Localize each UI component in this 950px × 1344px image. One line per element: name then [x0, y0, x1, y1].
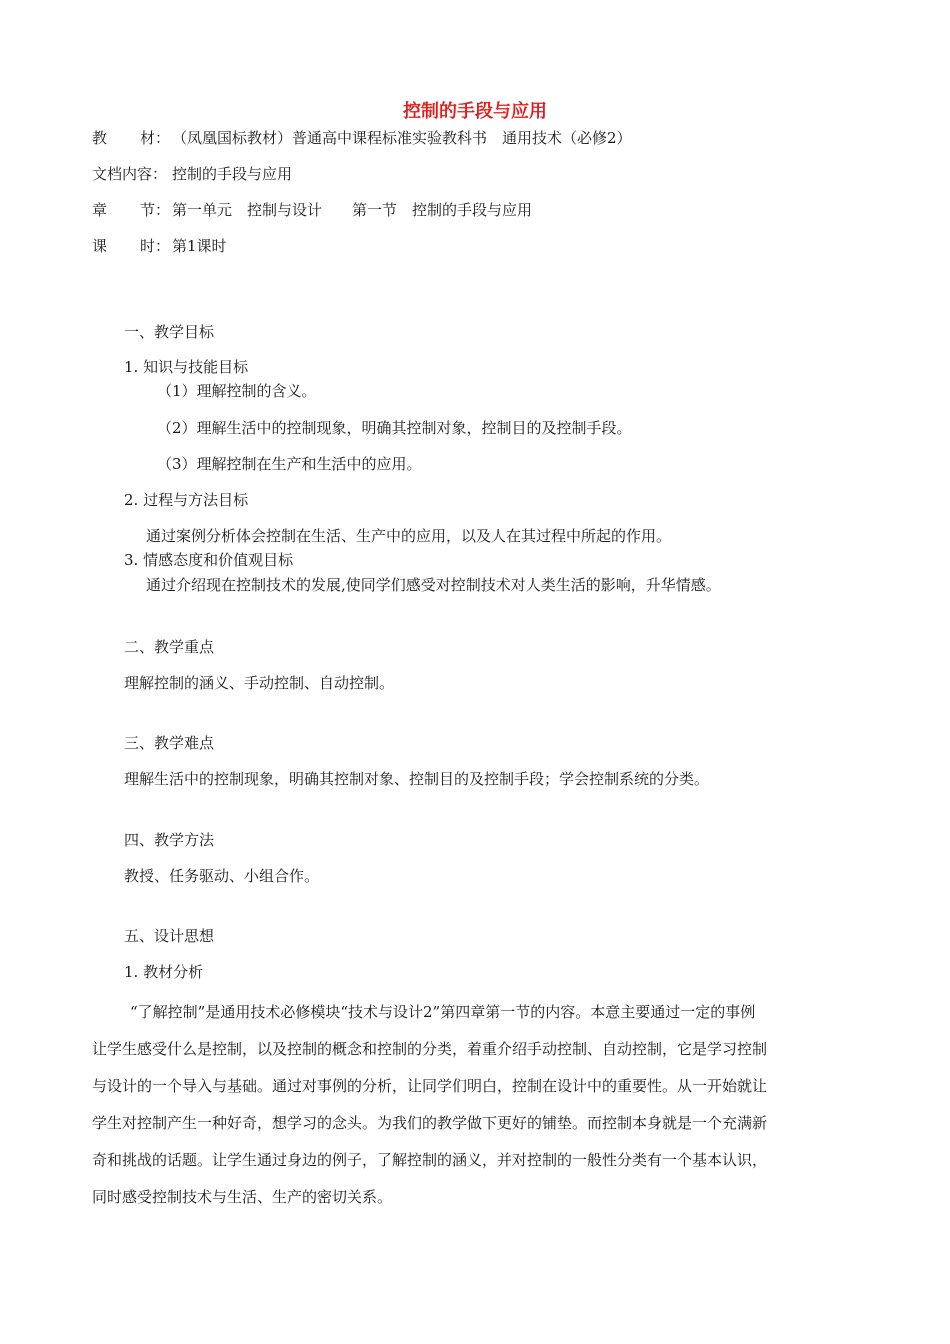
meta-label: 章: [92, 201, 108, 219]
meta-value: （凤凰国标教材）普通高中课程标准实验教科书 通用技术（必修2）: [172, 129, 632, 147]
meta-chapter: [92, 200, 532, 220]
meta-label: 节：: [140, 201, 171, 219]
meta-label: 文档内容：: [92, 165, 168, 183]
meta-value: 第一单元 控制与设计 第一节 控制的手段与应用: [172, 201, 533, 219]
difficulty-text: 理解生活中的控制现象，明确其控制对象、控制目的及控制手段；学会控制系统的分类。: [124, 770, 710, 788]
goal2-heading: 2. 过程与方法目标: [124, 491, 249, 509]
goal3-heading: 3. 情感态度和价值观目标: [124, 551, 294, 569]
document-title: 控制的手段与应用: [403, 101, 547, 122]
meta-label: 时：: [140, 237, 171, 255]
design-paragraph: [92, 994, 862, 1216]
paragraph-line: 同时感受控制技术与生活、生产的密切关系。: [92, 1188, 393, 1206]
paragraph-line: “了解控制”是通用技术必修模块“技术与设计2”第四章第一节的内容。本意主要通过一定的事例: [130, 1003, 756, 1021]
goal1-item: （3）理解控制在生产和生活中的应用。: [157, 455, 422, 473]
meta-label: 材：: [140, 129, 171, 147]
meta-value: 控制的手段与应用: [172, 165, 293, 183]
goal1-heading: 1. 知识与技能目标: [124, 358, 249, 376]
paragraph-line: 让学生感受什么是控制，以及控制的概念和控制的分类，着重介绍手动控制、自动控制，它是学习控制: [92, 1040, 768, 1058]
meta-textbook: [92, 128, 632, 148]
section-heading-goals: 一、教学目标: [124, 323, 215, 341]
paragraph-line: 奇和挑战的话题。让学生通过身边的例子，了解控制的涵义，并对控制的一般性分类有一个基本认识，: [92, 1151, 768, 1169]
meta-content: [92, 164, 292, 184]
section-heading-key: 二、教学重点: [124, 638, 215, 656]
method-text: 教授、任务驱动、小组合作。: [124, 867, 320, 885]
meta-label: 课: [92, 237, 108, 255]
paragraph-line: 与设计的一个导入与基础。通过对事例的分析，让同学们明白，控制在设计中的重要性。从一开始就让: [92, 1077, 768, 1095]
goal3-text: 通过介绍现在控制技术的发展,使同学们感受对控制技术对人类生活的影响，升华情感。: [146, 576, 721, 594]
meta-value: 第1课时: [172, 237, 227, 255]
goal2-text: 通过案例分析体会控制在生活、生产中的应用，以及人在其过程中所起的作用。: [146, 527, 672, 545]
section-heading-difficulty: 三、教学难点: [124, 734, 215, 752]
design-sub-heading: 1. 教材分析: [124, 963, 204, 981]
goal1-item: （1）理解控制的含义。: [157, 382, 317, 400]
goal1-item: （2）理解生活中的控制现象，明确其控制对象，控制目的及控制手段。: [157, 419, 632, 437]
meta-label: 教: [92, 129, 108, 147]
paragraph-line: 学生对控制产生一种好奇，想学习的念头。为我们的教学做下更好的铺垫。而控制本身就是一个充满新: [92, 1114, 768, 1132]
key-text: 理解控制的涵义、手动控制、自动控制。: [124, 674, 395, 692]
section-heading-method: 四、教学方法: [124, 831, 215, 849]
meta-period: [92, 236, 227, 256]
section-heading-design: 五、设计思想: [124, 927, 215, 945]
